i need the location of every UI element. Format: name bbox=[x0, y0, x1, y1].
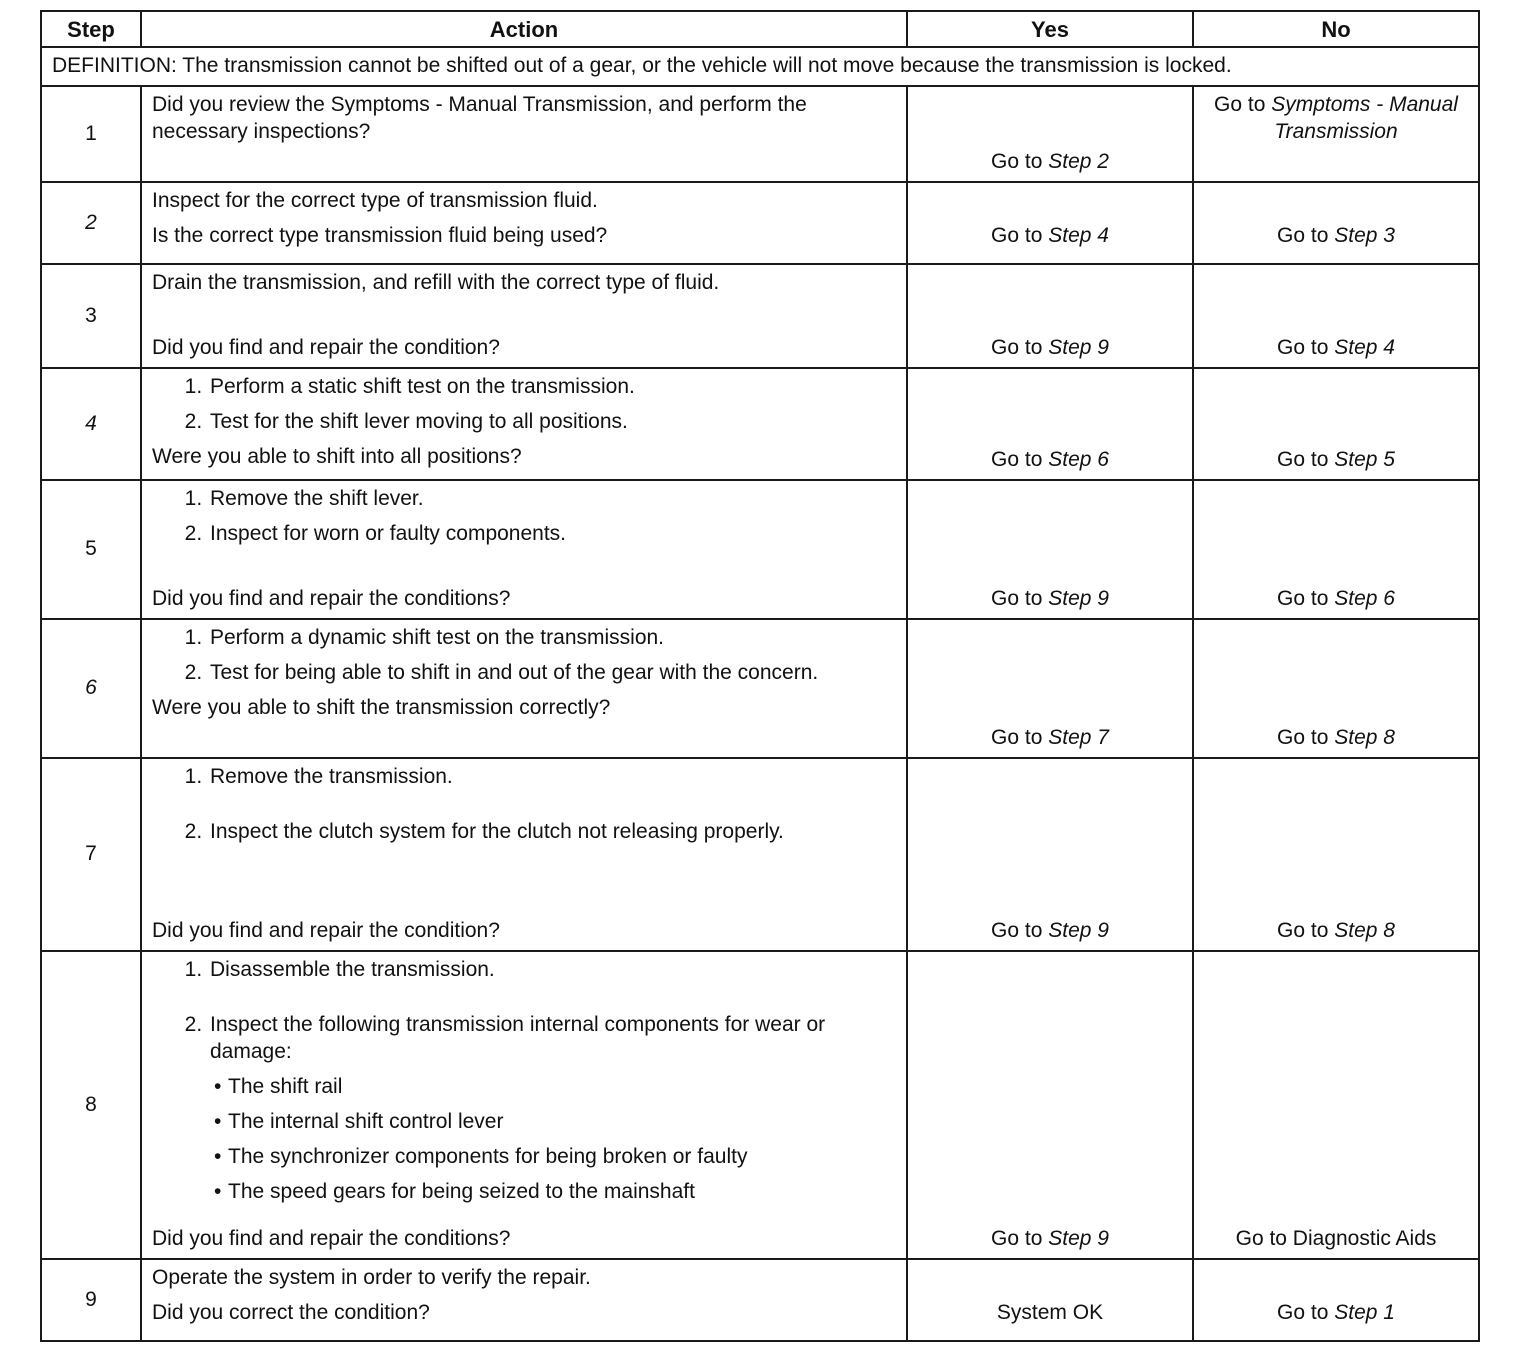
step-link[interactable]: Step 3 bbox=[1334, 224, 1395, 247]
list-item: 1. Perform a dynamic shift test on the transmission. bbox=[208, 624, 896, 651]
step-number: 5 bbox=[41, 480, 141, 619]
yes-cell bbox=[907, 86, 1193, 182]
step-number: 7 bbox=[41, 758, 141, 951]
question: Were you able to shift the transmission correctly? bbox=[152, 696, 611, 719]
action-line: Drain the transmission, and refill with the correct type of fluid. bbox=[152, 271, 720, 294]
symptoms-link[interactable]: Symptoms - Manual Transmission bbox=[1271, 93, 1458, 143]
step-link[interactable]: Step 8 bbox=[1334, 726, 1395, 749]
step-link[interactable]: Step 7 bbox=[1048, 726, 1109, 749]
bullet-item: • The speed gears for being seized to the mainshaft bbox=[214, 1178, 896, 1205]
step-number: 1 bbox=[41, 86, 141, 182]
list-item: 1. Remove the shift lever. bbox=[208, 485, 896, 512]
yes-answer: Go to Step 7 bbox=[991, 726, 1109, 749]
step-link[interactable]: Step 9 bbox=[1048, 336, 1109, 359]
no-answer: Go to Symptoms - Manual Transmission bbox=[1214, 93, 1458, 143]
step-link[interactable]: Step 6 bbox=[1048, 448, 1109, 471]
table-row bbox=[41, 480, 1479, 619]
header-no: No bbox=[1193, 11, 1479, 47]
list-item: 1. Disassemble the transmission. bbox=[208, 956, 896, 983]
step-number: 9 bbox=[41, 1259, 141, 1341]
yes-answer: Go to Step 2 bbox=[991, 150, 1109, 173]
bullet-item: • The shift rail bbox=[214, 1073, 896, 1100]
step-link[interactable]: Step 8 bbox=[1334, 919, 1395, 942]
question: Did you find and repair the conditions? bbox=[152, 587, 511, 610]
list-item: 2. Inspect the clutch system for the clutch not releasing properly. bbox=[208, 818, 896, 845]
step-link[interactable]: Step 9 bbox=[1048, 919, 1109, 942]
header-action: Action bbox=[141, 11, 907, 47]
step-number: 3 bbox=[41, 264, 141, 368]
step-number: 6 bbox=[41, 619, 141, 758]
no-answer: Go to Step 8 bbox=[1277, 919, 1395, 942]
table-row bbox=[41, 264, 1479, 368]
instruction-list bbox=[152, 624, 896, 686]
action-cell bbox=[141, 951, 907, 1259]
step-link[interactable]: Step 2 bbox=[1048, 150, 1109, 173]
step-link[interactable]: Step 4 bbox=[1334, 336, 1395, 359]
header-step: Step bbox=[41, 11, 141, 47]
yes-cell bbox=[907, 264, 1193, 368]
step-link[interactable]: Step 5 bbox=[1334, 448, 1395, 471]
bullet-item: • The synchronizer components for being broken or faulty bbox=[214, 1143, 896, 1170]
table-row bbox=[41, 182, 1479, 264]
bullet-item: • The internal shift control lever bbox=[214, 1108, 896, 1135]
action-cell bbox=[141, 1259, 907, 1341]
yes-answer: Go to Step 4 bbox=[991, 224, 1109, 247]
component-list bbox=[152, 1073, 896, 1205]
no-cell bbox=[1193, 182, 1479, 264]
yes-cell bbox=[907, 182, 1193, 264]
table-row bbox=[41, 619, 1479, 758]
no-cell bbox=[1193, 758, 1479, 951]
definition-text: DEFINITION: The transmission cannot be shifted out of a gear, or the vehicle will not move because the transmission is locked. bbox=[41, 47, 1479, 86]
yes-cell bbox=[907, 951, 1193, 1259]
list-item: 1. Perform a static shift test on the transmission. bbox=[208, 373, 896, 400]
question: Did you find and repair the condition? bbox=[152, 919, 500, 942]
step-number: 8 bbox=[41, 951, 141, 1259]
no-answer: Go to Step 6 bbox=[1277, 587, 1395, 610]
action-cell bbox=[141, 182, 907, 264]
instruction-list bbox=[152, 373, 896, 435]
question: Did you correct the condition? bbox=[152, 1301, 430, 1324]
no-answer: Go to Step 8 bbox=[1277, 726, 1395, 749]
no-cell bbox=[1193, 1259, 1479, 1341]
step-link[interactable]: Step 9 bbox=[1048, 1227, 1109, 1250]
action-text: Did you review the Symptoms - Manual Transmission, and perform the necessary inspections? bbox=[152, 93, 807, 143]
step-link[interactable]: Step 4 bbox=[1048, 224, 1109, 247]
yes-answer: Go to Step 6 bbox=[991, 448, 1109, 471]
action-line: Operate the system in order to verify the repair. bbox=[152, 1266, 591, 1289]
yes-cell bbox=[907, 1259, 1193, 1341]
action-cell bbox=[141, 480, 907, 619]
no-answer: Go to Step 1 bbox=[1277, 1301, 1395, 1324]
question: Did you find and repair the condition? bbox=[152, 336, 500, 359]
question: Were you able to shift into all positions? bbox=[152, 445, 522, 468]
no-cell bbox=[1193, 480, 1479, 619]
no-cell bbox=[1193, 619, 1479, 758]
step-number: 4 bbox=[41, 368, 141, 480]
action-cell bbox=[141, 758, 907, 951]
yes-answer: Go to Step 9 bbox=[991, 1227, 1109, 1250]
yes-cell bbox=[907, 619, 1193, 758]
no-answer: Go to Step 4 bbox=[1277, 336, 1395, 359]
yes-cell bbox=[907, 368, 1193, 480]
list-item: 2. Inspect for worn or faulty components. bbox=[208, 520, 896, 547]
diagnostic-aids-link[interactable]: Go to Diagnostic Aids bbox=[1235, 1227, 1437, 1250]
no-cell bbox=[1193, 951, 1479, 1259]
list-item: 1. Remove the transmission. bbox=[208, 763, 896, 790]
yes-answer: Go to Step 9 bbox=[991, 336, 1109, 359]
action-line: Inspect for the correct type of transmission fluid. bbox=[152, 189, 598, 212]
no-cell bbox=[1193, 368, 1479, 480]
list-item: 2. Inspect the following transmission internal components for wear or damage: bbox=[208, 1011, 896, 1065]
step-number: 2 bbox=[41, 182, 141, 264]
table-row bbox=[41, 368, 1479, 480]
table-row bbox=[41, 951, 1479, 1259]
yes-answer: Go to Step 9 bbox=[991, 919, 1109, 942]
no-answer: Go to Step 3 bbox=[1277, 224, 1395, 247]
no-cell bbox=[1193, 264, 1479, 368]
yes-cell bbox=[907, 758, 1193, 951]
action-cell bbox=[141, 619, 907, 758]
no-answer: Go to Step 5 bbox=[1277, 448, 1395, 471]
instruction-list bbox=[152, 956, 896, 1065]
action-cell bbox=[141, 264, 907, 368]
no-cell bbox=[1193, 86, 1479, 182]
question: Is the correct type transmission fluid being used? bbox=[152, 224, 608, 247]
table-row bbox=[41, 86, 1479, 182]
instruction-list bbox=[152, 485, 896, 555]
definition-row bbox=[41, 47, 1479, 86]
step-link[interactable]: Step 6 bbox=[1334, 587, 1395, 610]
yes-answer: Go to Step 9 bbox=[991, 587, 1109, 610]
instruction-list bbox=[152, 763, 896, 853]
yes-cell bbox=[907, 480, 1193, 619]
table-row bbox=[41, 1259, 1479, 1341]
step-link[interactable]: Step 1 bbox=[1334, 1301, 1395, 1324]
action-cell bbox=[141, 368, 907, 480]
system-ok-text: System OK bbox=[996, 1301, 1104, 1324]
list-item: 2. Test for being able to shift in and out of the gear with the concern. bbox=[208, 659, 896, 686]
diagnostic-table bbox=[40, 10, 1480, 1342]
action-cell bbox=[141, 86, 907, 182]
table-row bbox=[41, 758, 1479, 951]
question: Did you find and repair the conditions? bbox=[152, 1227, 511, 1250]
list-item: 2. Test for the shift lever moving to all positions. bbox=[208, 408, 896, 435]
header-row bbox=[41, 11, 1479, 47]
header-yes: Yes bbox=[907, 11, 1193, 47]
step-link[interactable]: Step 9 bbox=[1048, 587, 1109, 610]
